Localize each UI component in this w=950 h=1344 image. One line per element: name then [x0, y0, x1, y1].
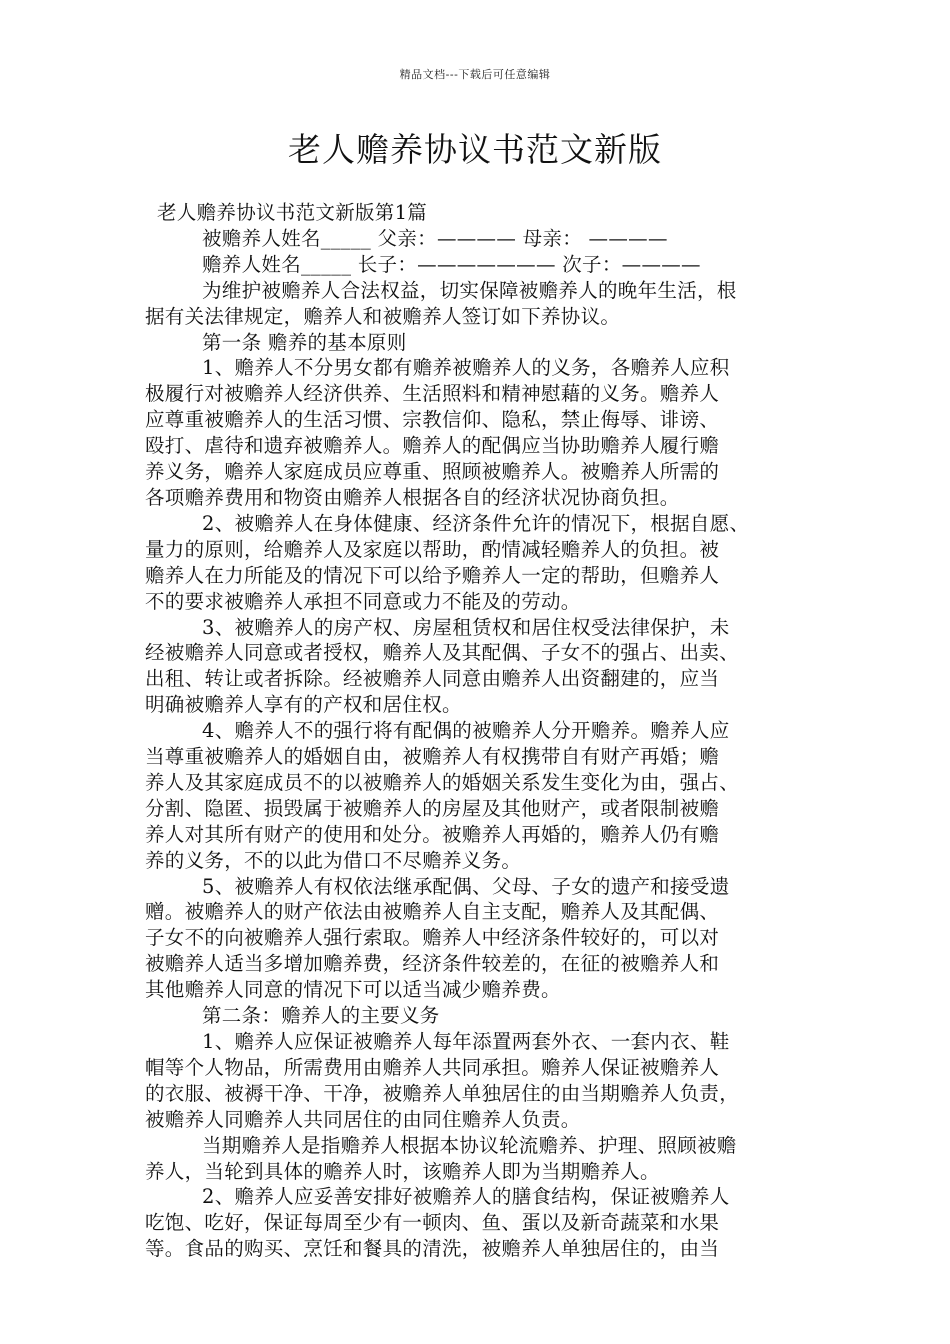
document-body — [145, 200, 810, 1262]
text-line: 赡养人在力所能及的情况下可以给予赡养人一定的帮助，但赡养人 — [145, 563, 720, 587]
text-line: 赡养人姓名_____ 长子：——————— 次子：———— — [202, 252, 701, 276]
text-line: 第一条 赡养的基本原则 — [202, 330, 407, 354]
text-line: 明确被赡养人享有的产权和居住权。 — [145, 693, 462, 717]
text-line: 殴打、虐待和遗弃被赡养人。赡养人的配偶应当协助赡养人履行赡 — [145, 434, 720, 458]
text-line: 第二条：赡养人的主要义务 — [202, 1004, 440, 1028]
document-title: 老人赡养协议书范文新版 — [288, 130, 662, 169]
text-line: 养的义务，不的以此为借口不尽赡养义务。 — [145, 848, 522, 872]
text-line: 经被赡养人同意或者授权，赡养人及其配偶、子女不的强占、出卖、 — [145, 641, 740, 665]
text-line: 被赡养人同赡养人共同居住的由同住赡养人负责。 — [145, 1107, 581, 1131]
text-line: 等。食品的购买、烹饪和餐具的清洗，被赡养人单独居住的，由当 — [145, 1237, 720, 1261]
text-line: 分割、隐匿、损毁属于被赡养人的房屋及其他财产，或者限制被赡 — [145, 796, 720, 820]
text-line: 2、赡养人应妥善安排好被赡养人的膳食结构，保证被赡养人 — [202, 1185, 730, 1209]
text-line: 帽等个人物品，所需费用由赡养人共同承担。赡养人保证被赡养人 — [145, 1055, 720, 1079]
text-line: 吃饱、吃好，保证每周至少有一顿肉、鱼、蛋以及新奇蔬菜和水果 — [145, 1211, 720, 1235]
text-line: 为维护被赡养人合法权益，切实保障被赡养人的晚年生活，根 — [202, 278, 737, 302]
text-line: 应尊重被赡养人的生活习惯、宗教信仰、隐私，禁止侮辱、诽谤、 — [145, 408, 720, 432]
text-line: 量力的原则，给赡养人及家庭以帮助，酌情减轻赡养人的负担。被 — [145, 537, 720, 561]
text-line: 被赡养人姓名_____ 父亲：———— 母亲： ———— — [202, 226, 668, 250]
text-line: 的衣服、被褥干净、干净，被赡养人单独居住的由当期赡养人负责， — [145, 1081, 740, 1105]
text-line: 养义务，赡养人家庭成员应尊重、照顾被赡养人。被赡养人所需的 — [145, 460, 720, 484]
text-line: 被赡养人适当多增加赡养费，经济条件较差的，在征的被赡养人和 — [145, 952, 720, 976]
text-line: 养人对其所有财产的使用和处分。被赡养人再婚的，赡养人仍有赡 — [145, 822, 720, 846]
text-line: 当期赡养人是指赡养人根据本协议轮流赡养、护理、照顾被赡 — [202, 1133, 737, 1157]
text-line: 养人及其家庭成员不的以被赡养人的婚姻关系发生变化为由，强占、 — [145, 770, 740, 794]
text-line: 当尊重被赡养人的婚姻自由，被赡养人有权携带自有财产再婚；赡 — [145, 745, 720, 769]
text-line: 子女不的向被赡养人强行索取。赡养人中经济条件较好的，可以对 — [145, 926, 720, 950]
header-note: 精品文档---下载后可任意编辑 — [399, 68, 551, 81]
text-line: 3、被赡养人的房产权、房屋租赁权和居住权受法律保护，未 — [202, 615, 730, 639]
text-line: 据有关法律规定，赡养人和被赡养人签订如下养协议。 — [145, 304, 621, 328]
text-line: 老人赡养协议书范文新版第1篇 — [157, 201, 428, 224]
text-line: 养人，当轮到具体的赡养人时，该赡养人即为当期赡养人。 — [145, 1159, 660, 1183]
text-line: 出租、转让或者拆除。经被赡养人同意由赡养人出资翻建的，应当 — [145, 667, 720, 691]
text-line: 不的要求被赡养人承担不同意或力不能及的劳动。 — [145, 589, 581, 613]
text-line: 极履行对被赡养人经济供养、生活照料和精神慰藉的义务。赡养人 — [145, 382, 720, 406]
text-line: 其他赡养人同意的情况下可以适当减少赡养费。 — [145, 978, 561, 1002]
text-line: 4、赡养人不的强行将有配偶的被赡养人分开赡养。赡养人应 — [202, 719, 730, 743]
text-line: 5、被赡养人有权依法继承配偶、父母、子女的遗产和接受遗 — [202, 874, 730, 898]
text-line: 1、赡养人应保证被赡养人每年添置两套外衣、一套内衣、鞋 — [202, 1030, 730, 1053]
text-line: 赠。被赡养人的财产依法由被赡养人自主支配，赡养人及其配偶、 — [145, 900, 720, 924]
text-line: 2、被赡养人在身体健康、经济条件允许的情况下，根据自愿、 — [202, 511, 750, 535]
text-line: 各项赡养费用和物资由赡养人根据各自的经济状况协商负担。 — [145, 485, 680, 509]
text-line: 1、赡养人不分男女都有赡养被赡养人的义务，各赡养人应积 — [202, 356, 730, 380]
